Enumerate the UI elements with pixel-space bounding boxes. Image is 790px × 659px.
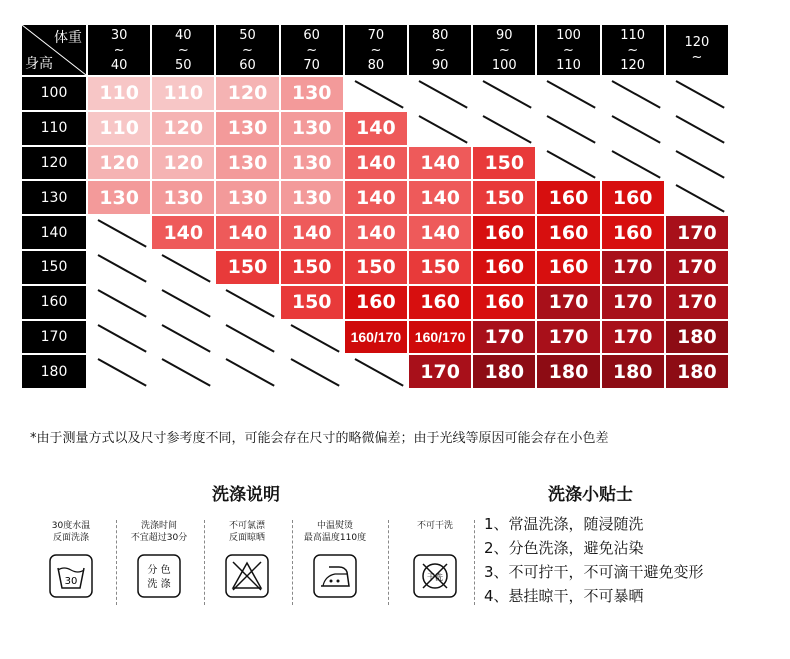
weight-header-hi: 60 — [239, 57, 256, 73]
size-cell: 120 — [216, 77, 278, 110]
size-cell: 140 — [152, 216, 214, 249]
empty-cell-slash — [473, 112, 537, 147]
wash-item-text — [294, 520, 376, 546]
empty-cell-slash — [537, 147, 601, 182]
wash-item-text — [118, 520, 200, 546]
empty-cell-slash — [537, 112, 601, 147]
empty-cell-slash — [602, 77, 666, 112]
size-cell: 130 — [216, 181, 278, 214]
weight-header-hi: 90 — [431, 57, 449, 73]
weight-header — [152, 25, 214, 75]
size-cell: 130 — [281, 77, 343, 110]
height-header: 180 — [22, 355, 86, 388]
size-cell: 130 — [281, 181, 343, 214]
size-cell: 150 — [216, 251, 278, 284]
weight-header-lo: 110 — [620, 27, 646, 43]
empty-cell-slash — [281, 321, 345, 356]
size-cell: 140 — [409, 147, 471, 180]
weight-header-hi: 40 — [110, 57, 128, 73]
wash-item-line2: 反面晾晒 — [228, 533, 265, 543]
size-cell: 140 — [281, 216, 343, 249]
wash-item-line1: 30度水温 — [51, 521, 91, 531]
weight-header-lo: 80 — [431, 27, 449, 43]
measurement-note: *由于测量方式以及尺寸参考度不同，可能会存在尺寸的略微偏差；由于光线等原因可能会存在小色差 — [30, 431, 609, 446]
iron-medium-icon — [294, 554, 376, 598]
weight-header — [666, 25, 728, 75]
empty-cell-slash — [152, 355, 216, 390]
weight-header-hi: 100 — [491, 57, 517, 73]
size-cell: 150 — [409, 251, 471, 284]
weight-header — [409, 25, 471, 75]
weight-header-hi: 120 — [620, 57, 646, 73]
empty-cell-slash — [409, 77, 473, 112]
size-cell: 110 — [88, 77, 150, 110]
size-cell: 150 — [281, 251, 343, 284]
size-cell: 130 — [216, 147, 278, 180]
wash-item-line2: 不宜超过30分 — [130, 533, 188, 543]
size-cell: 140 — [345, 147, 407, 180]
corner-weight-label: 体重 — [54, 30, 82, 46]
height-header: 100 — [22, 77, 86, 110]
size-cell: 120 — [88, 147, 150, 180]
empty-cell-slash — [602, 112, 666, 147]
wash-item — [30, 520, 112, 610]
size-cell: 170 — [602, 286, 664, 319]
size-cell: 160 — [473, 251, 535, 284]
weight-header — [345, 25, 407, 75]
wash-item-text — [206, 520, 288, 546]
height-header: 160 — [22, 286, 86, 319]
empty-cell-slash — [281, 355, 345, 390]
weight-header-hi: 70 — [303, 57, 320, 73]
wash-item-line1: 中温熨烫 — [316, 521, 353, 531]
empty-cell-slash — [216, 355, 280, 390]
weight-header-lo: 100 — [556, 27, 581, 43]
size-cell: 110 — [152, 77, 214, 110]
size-cell: 170 — [537, 286, 599, 319]
no-bleach-icon — [206, 554, 288, 598]
size-cell: 130 — [152, 181, 214, 214]
wash-item-divider — [292, 520, 293, 605]
empty-cell-slash — [88, 321, 152, 356]
weight-header-sep: ~ — [370, 42, 382, 58]
weight-header-sep: ~ — [498, 42, 510, 58]
size-cell: 150 — [473, 181, 535, 214]
size-cell: 160 — [537, 181, 599, 214]
size-cell: 160 — [537, 216, 599, 249]
empty-cell-slash — [88, 286, 152, 321]
size-cell: 140 — [409, 216, 471, 249]
size-cell: 140 — [345, 216, 407, 249]
empty-cell-slash — [216, 286, 280, 321]
size-cell: 130 — [281, 112, 343, 145]
corner-height-label: 身高 — [25, 56, 53, 72]
weight-header-lo: 50 — [239, 27, 256, 43]
weight-header-hi: 110 — [556, 57, 581, 73]
height-header: 120 — [22, 147, 86, 180]
size-cell: 180 — [602, 355, 664, 388]
wash-item — [394, 520, 476, 610]
size-cell: 150 — [473, 147, 535, 180]
wash-tips-title: 洗涤小贴士 — [548, 485, 633, 505]
empty-cell-slash — [473, 77, 537, 112]
empty-cell-slash — [88, 216, 152, 251]
weight-header — [473, 25, 535, 75]
empty-cell-slash — [666, 112, 730, 147]
size-cell: 160 — [537, 251, 599, 284]
tip-item: 3、不可拧干，不可滴干避免变形 — [484, 563, 704, 581]
weight-header-sep: ~ — [434, 42, 446, 58]
wash-item-divider — [116, 520, 117, 605]
size-cell: 160 — [345, 286, 407, 319]
empty-cell-slash — [152, 321, 216, 356]
tip-item: 4、悬挂晾干，不可暴晒 — [484, 587, 644, 605]
empty-cell-slash — [88, 251, 152, 286]
size-cell: 180 — [666, 355, 728, 388]
wash-item-line2: 最高温度110度 — [303, 533, 367, 543]
empty-cell-slash — [537, 77, 601, 112]
size-cell: 180 — [537, 355, 599, 388]
wash-item-divider — [388, 520, 389, 605]
weight-header-lo: 60 — [303, 27, 320, 43]
size-cell: 170 — [666, 286, 728, 319]
weight-header-sep: ~ — [691, 50, 703, 65]
size-cell: 180 — [473, 355, 535, 388]
empty-cell-slash — [409, 112, 473, 147]
size-cell: 170 — [666, 216, 728, 249]
size-cell: 170 — [409, 355, 471, 388]
size-chart-table — [22, 25, 750, 391]
size-cell: 140 — [345, 112, 407, 145]
size-cell: 180 — [666, 321, 728, 354]
separate-wash-icon — [118, 554, 200, 598]
separate-wash-text-2: 洗 涤 — [147, 579, 171, 590]
size-cell: 140 — [345, 181, 407, 214]
height-header: 150 — [22, 251, 86, 284]
wash-item-text — [30, 520, 112, 546]
empty-cell-slash — [666, 147, 730, 182]
wash-item-line1: 洗涤时间 — [140, 521, 177, 531]
height-header: 170 — [22, 321, 86, 354]
size-cell: 120 — [152, 112, 214, 145]
empty-cell-slash — [666, 181, 730, 216]
size-cell: 170 — [537, 321, 599, 354]
empty-cell-slash — [216, 321, 280, 356]
size-cell: 160 — [602, 216, 664, 249]
size-cell: 160/170 — [409, 321, 471, 354]
washtub-30-icon-text: 30 — [64, 576, 78, 587]
empty-cell-slash — [152, 251, 216, 286]
weight-header-lo: 120 — [684, 35, 710, 50]
weight-header-hi: 80 — [367, 57, 385, 73]
wash-item-line1: 不可氯漂 — [228, 521, 265, 531]
tip-item: 1、常温洗涤，随浸随洗 — [484, 515, 644, 533]
size-cell: 160 — [602, 181, 664, 214]
weight-header — [537, 25, 599, 75]
size-cell: 160 — [473, 216, 535, 249]
washtub-30-icon — [30, 554, 112, 598]
size-cell: 160 — [409, 286, 471, 319]
weight-header-sep: ~ — [113, 42, 125, 58]
size-cell: 140 — [216, 216, 278, 249]
weight-header — [281, 25, 343, 75]
height-header: 130 — [22, 181, 86, 214]
weight-header-sep: ~ — [242, 42, 253, 58]
table-corner — [22, 25, 86, 75]
section-divider — [474, 520, 475, 605]
wash-tips-list — [484, 512, 704, 608]
weight-header — [88, 25, 150, 75]
wash-instructions-title: 洗涤说明 — [212, 485, 280, 505]
weight-header-sep: ~ — [627, 42, 639, 58]
size-cell: 130 — [88, 181, 150, 214]
weight-header-hi: 50 — [175, 57, 192, 73]
size-cell: 170 — [602, 251, 664, 284]
height-header: 110 — [22, 112, 86, 145]
size-cell: 160 — [473, 286, 535, 319]
empty-cell-slash — [88, 355, 152, 390]
wash-item-divider — [204, 520, 205, 605]
tip-item: 2、分色洗涤，避免沾染 — [484, 539, 644, 557]
empty-cell-slash — [602, 147, 666, 182]
weight-header-sep: ~ — [177, 42, 189, 58]
weight-header — [216, 25, 278, 75]
wash-item-text — [394, 520, 476, 546]
wash-item — [206, 520, 288, 610]
empty-cell-slash — [345, 77, 409, 112]
weight-header-sep: ~ — [563, 42, 574, 58]
size-cell: 170 — [666, 251, 728, 284]
size-cell: 150 — [281, 286, 343, 319]
size-cell: 170 — [602, 321, 664, 354]
weight-header-lo: 40 — [175, 27, 192, 43]
size-cell: 110 — [88, 112, 150, 145]
empty-cell-slash — [152, 286, 216, 321]
height-header: 140 — [22, 216, 86, 249]
wash-item-line1: 不可干洗 — [416, 521, 453, 531]
size-cell: 140 — [409, 181, 471, 214]
size-cell: 150 — [345, 251, 407, 284]
weight-header-lo: 70 — [367, 27, 385, 43]
wash-item — [294, 520, 376, 610]
empty-cell-slash — [666, 77, 730, 112]
separate-wash-text-1: 分 色 — [147, 565, 171, 576]
size-cell: 130 — [281, 147, 343, 180]
weight-header-lo: 90 — [496, 27, 513, 43]
weight-header-lo: 30 — [110, 27, 128, 43]
weight-header — [602, 25, 664, 75]
no-dry-clean-icon — [394, 554, 476, 598]
wash-item-line2: 反面洗涤 — [52, 533, 89, 543]
size-cell: 160/170 — [345, 321, 407, 354]
size-cell: 130 — [216, 112, 278, 145]
empty-cell-slash — [345, 355, 409, 390]
size-cell: 120 — [152, 147, 214, 180]
wash-item — [118, 520, 200, 610]
weight-header-sep: ~ — [306, 42, 318, 58]
no-dry-clean-text: 干洗 — [427, 573, 443, 582]
size-cell: 170 — [473, 321, 535, 354]
